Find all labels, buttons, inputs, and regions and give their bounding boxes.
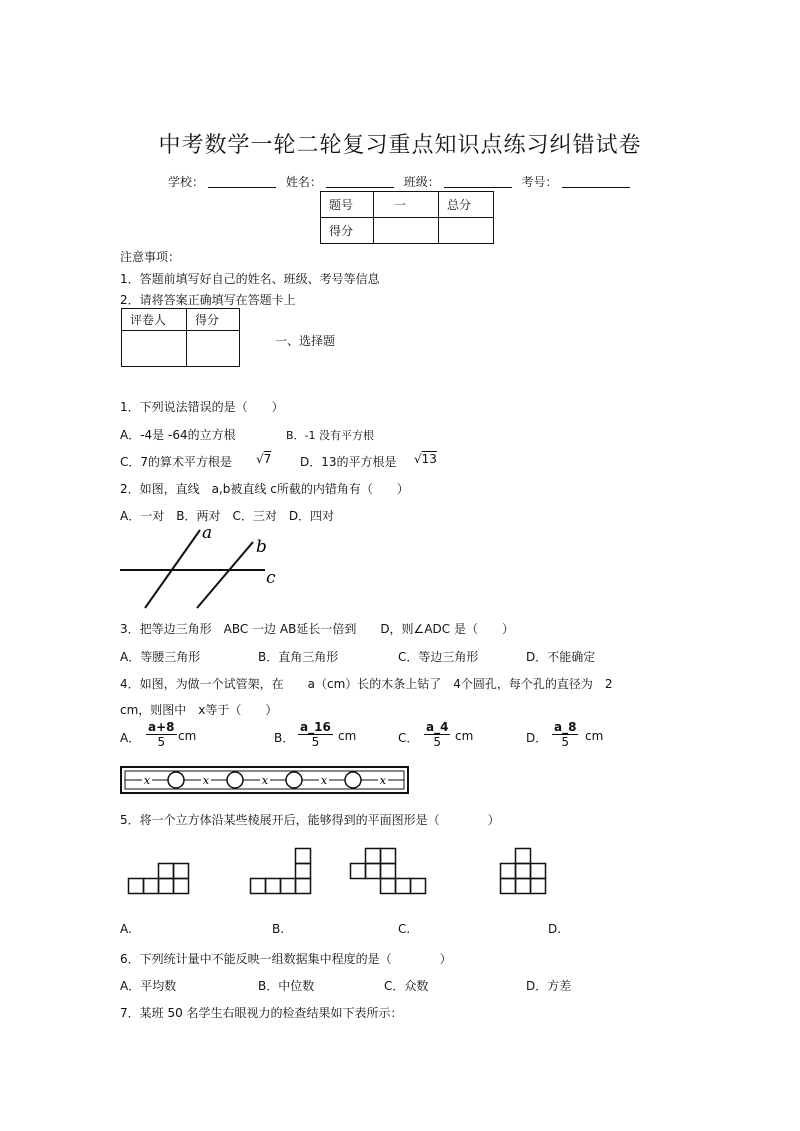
- cube-net-square: [381, 864, 396, 879]
- q4-option-c-letter: C．: [398, 731, 419, 745]
- q5-label-d: D.: [548, 922, 562, 936]
- label-a: a: [202, 523, 213, 543]
- cube-net-square: [516, 864, 531, 879]
- q3-option-c: C．等边三角形: [398, 650, 479, 664]
- q4-option-b-letter: B．: [274, 731, 295, 745]
- q6-stem: 6．下列统计量中不能反映一组数据集中程度的是（ ）: [120, 952, 452, 966]
- test-tube-rack-figure: [120, 766, 410, 794]
- fraction-denominator: 5: [311, 735, 320, 749]
- q5-label-b: B.: [272, 922, 285, 936]
- q2-options: A．一对 B．两对 C．三对 D．四对: [120, 509, 335, 523]
- fraction-denominator: 5: [561, 735, 570, 749]
- q4-option-a-letter: A．: [120, 731, 141, 745]
- q4-option-b-fraction: [298, 720, 333, 749]
- q1-option-b: B．-1 没有平方根: [286, 429, 375, 442]
- cube-net-square: [296, 879, 311, 894]
- score-table-cell: 得分: [321, 218, 374, 244]
- q4-option-d-fraction: [552, 720, 578, 749]
- cube-net-square: [381, 879, 396, 894]
- score-table-cell[interactable]: [374, 218, 439, 244]
- grader-table: [121, 308, 240, 367]
- note-item: 2．请将答案正确填写在答题卡上: [120, 293, 296, 307]
- q4-stem-line1: 4．如图，为做一个试管架，在 a（cm）长的木条上钻了 4个圆孔，每个孔的直径为 2: [120, 677, 613, 691]
- cube-net-square: [531, 864, 546, 879]
- cube-net-square: [159, 864, 174, 879]
- class-blank[interactable]: [444, 187, 512, 188]
- grader-cell[interactable]: [187, 331, 240, 367]
- rack-hole: [286, 772, 302, 788]
- cube-net-square: [251, 879, 266, 894]
- q1-d-radicand: 13: [421, 452, 437, 466]
- q3-option-b: B．直角三角形: [258, 650, 339, 664]
- q5-label-a: A.: [120, 922, 132, 936]
- cube-net-square: [531, 879, 546, 894]
- label-b: b: [256, 537, 267, 557]
- q3-option-d: D．不能确定: [526, 650, 596, 664]
- score-table: [320, 191, 494, 244]
- q4-option-c-unit: cm: [455, 729, 474, 743]
- cube-net-square: [296, 849, 311, 864]
- q4-option-a-unit: cm: [178, 729, 197, 743]
- student-info-line: [168, 173, 636, 190]
- q6-option-a: A．平均数: [120, 979, 177, 993]
- q4-stem-line2: cm，则图中 x等于（ ）: [120, 703, 278, 717]
- fraction-numerator: a_16: [300, 720, 331, 734]
- q4-option-d-unit: cm: [585, 729, 604, 743]
- cube-net-square: [366, 849, 381, 864]
- cube-net-square: [366, 864, 381, 879]
- fraction-denominator: 5: [157, 735, 166, 749]
- score-table-cell[interactable]: [439, 218, 494, 244]
- section-title: 一、选择题: [275, 334, 336, 348]
- line-b: [197, 542, 253, 608]
- cube-net-square: [351, 864, 366, 879]
- cube-net-square: [501, 879, 516, 894]
- rack-hole: [345, 772, 361, 788]
- score-table-cell: 题号: [321, 192, 374, 218]
- name-blank[interactable]: [326, 187, 394, 188]
- grader-cell[interactable]: [122, 331, 187, 367]
- cube-nets-figure: [120, 840, 560, 900]
- q1-option-c: C．7的算术平方根是: [120, 455, 233, 469]
- score-table-cell: 总分: [439, 192, 494, 218]
- q3-option-a: A．等腰三角形: [120, 650, 201, 664]
- cube-net-square: [296, 864, 311, 879]
- q6-option-d: D．方差: [526, 979, 572, 993]
- score-table-cell: 一: [374, 192, 439, 218]
- fraction-numerator: a_4: [426, 720, 449, 734]
- q6-option-b: B．中位数: [258, 979, 315, 993]
- cube-net-square: [174, 864, 189, 879]
- x-label: x: [202, 774, 210, 787]
- cube-net-square: [516, 849, 531, 864]
- label-c: c: [266, 568, 276, 588]
- q1-option-d-sqrt: √13: [414, 452, 437, 466]
- cube-net-square: [129, 879, 144, 894]
- grader-header: 得分: [187, 309, 240, 331]
- q6-option-c: C．众数: [384, 979, 429, 993]
- fraction-denominator: 5: [433, 735, 442, 749]
- cube-net-square: [144, 879, 159, 894]
- parallel-lines-figure: [115, 520, 290, 610]
- cube-net-square: [174, 879, 189, 894]
- page-title: 中考数学一轮二轮复习重点知识点练习纠错试卷: [158, 133, 642, 158]
- x-label: x: [379, 774, 387, 787]
- q1-option-d: D．13的平方根是: [300, 455, 397, 469]
- note-item: 1．答题前填写好自己的姓名、班级、考号等信息: [120, 272, 380, 286]
- q5-label-c: C.: [398, 922, 411, 936]
- q4-option-a-fraction: [146, 720, 177, 749]
- cube-net-square: [411, 879, 426, 894]
- rack-hole: [168, 772, 184, 788]
- rack-hole: [227, 772, 243, 788]
- q4-option-d-letter: D．: [526, 731, 548, 745]
- fraction-numerator: a+8: [148, 720, 175, 734]
- q5-stem: 5．将一个立方体沿某些棱展开后，能够得到的平面图形是（ ）: [120, 813, 500, 827]
- exam-no-blank[interactable]: [562, 187, 630, 188]
- q1-c-radicand: 7: [263, 452, 272, 466]
- cube-net-square: [501, 864, 516, 879]
- x-label: x: [320, 774, 328, 787]
- q7-stem: 7．某班 50 名学生右眼视力的检查结果如下表所示：: [120, 1006, 403, 1020]
- notes-heading: 注意事项：: [120, 250, 181, 264]
- q4-option-c-fraction: [424, 720, 450, 749]
- cube-net-square: [266, 879, 281, 894]
- school-blank[interactable]: [208, 187, 276, 188]
- cube-net-square: [396, 879, 411, 894]
- fraction-numerator: a_8: [554, 720, 577, 734]
- q1-stem: 1．下列说法错误的是（ ）: [120, 400, 284, 414]
- q2-stem: 2．如图，直线 a,b被直线 c所截的内错角有（ ）: [120, 482, 409, 496]
- q4-option-b-unit: cm: [338, 729, 357, 743]
- q1-option-a: A．-4是 -64的立方根: [120, 428, 236, 442]
- name-label: 姓名：: [285, 175, 322, 189]
- grader-header: 评卷人: [122, 309, 187, 331]
- cube-net-square: [516, 879, 531, 894]
- x-label: x: [143, 774, 151, 787]
- x-label: x: [261, 774, 269, 787]
- cube-net-square: [159, 879, 174, 894]
- exam-no-label: 考号：: [521, 175, 558, 189]
- school-label: 学校：: [168, 175, 205, 189]
- cube-net-square: [381, 849, 396, 864]
- class-label: 班级：: [403, 175, 440, 189]
- cube-net-square: [281, 879, 296, 894]
- q3-stem: 3．把等边三角形 ABC 一边 AB延长一倍到 D，则∠ADC 是（ ）: [120, 622, 514, 636]
- q1-option-c-sqrt: √7: [256, 452, 272, 466]
